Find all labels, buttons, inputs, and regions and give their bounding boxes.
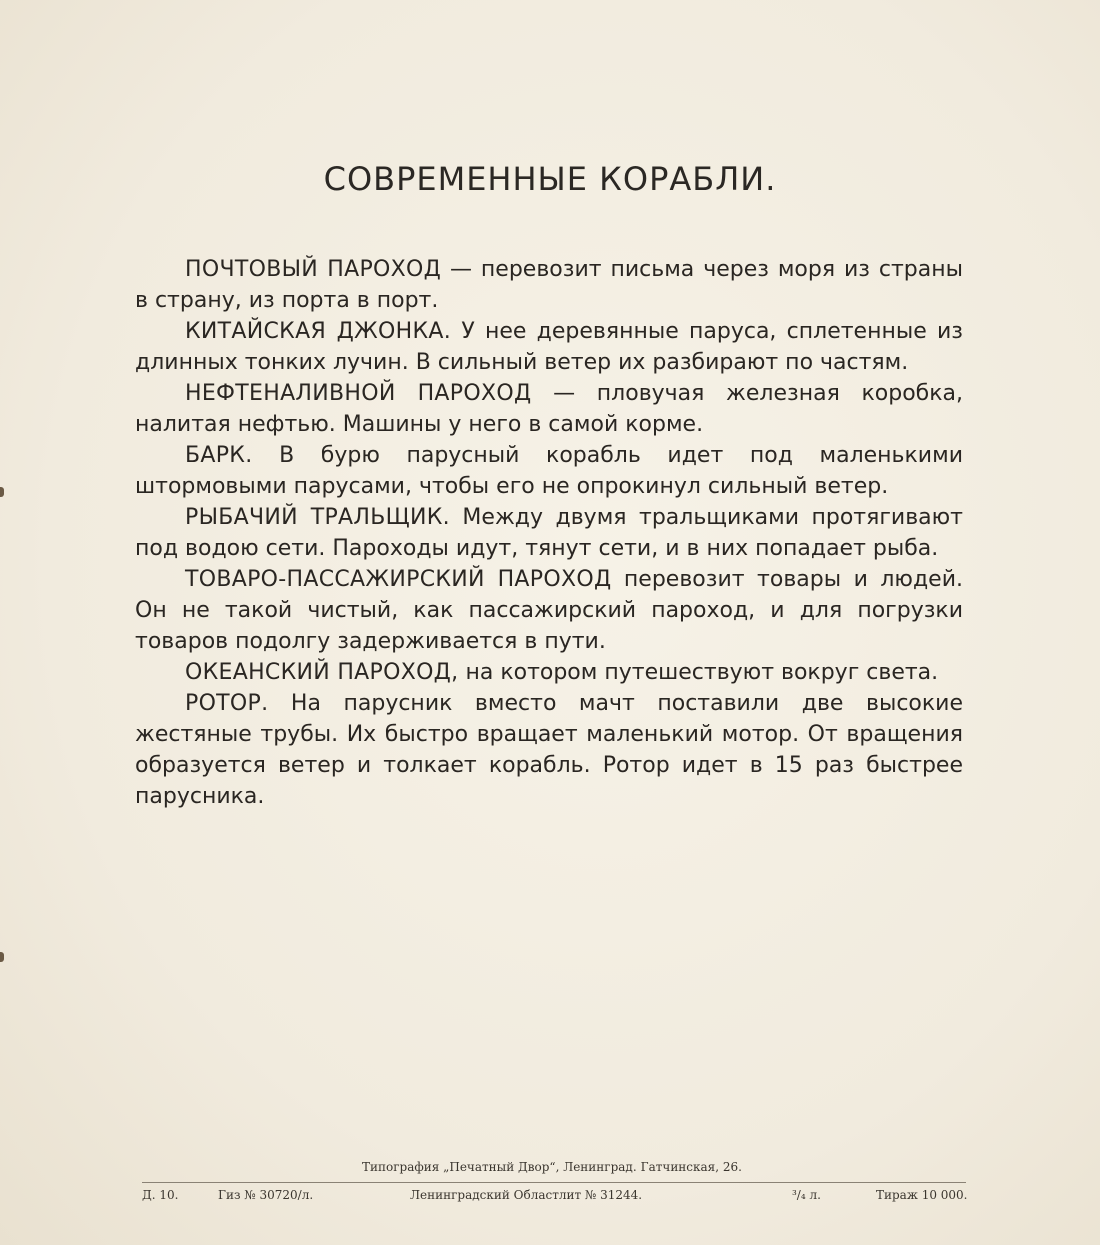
entry-term: НЕФТЕНАЛИВНОЙ ПАРОХОД: [185, 381, 532, 406]
entry-term: КИТАЙСКАЯ ДЖОНКА.: [185, 319, 452, 344]
entry-text: В бурю парусный корабль идет под маленькими штормовыми парусами, чтобы его не опрокинул сильный ветер.: [135, 443, 963, 499]
page-edge-mark: [0, 952, 4, 962]
entry-term: ОКЕАНСКИЙ ПАРОХОД,: [185, 660, 459, 685]
entries-list: [135, 254, 963, 812]
entry-chinese-junk: [135, 316, 963, 378]
entry-term: РОТОР.: [185, 691, 269, 716]
entry-cargo-passenger-steamer: [135, 564, 963, 657]
entry-text: — пловучая железная коробка, налитая нефтью. Машины у него в самой корме.: [135, 381, 963, 437]
entry-bark: [135, 440, 963, 502]
imprint-print-run: Тираж 10 000.: [876, 1188, 968, 1202]
entry-text: — перевозит письма через моря из страны в страну, из порта в порт.: [135, 257, 963, 313]
imprint-code: Д. 10.: [142, 1188, 179, 1202]
entry-text: У нее деревянные паруса, сплетенные из длинных тонких лучин. В сильный ветер их разбирают по частям.: [135, 319, 963, 375]
entry-trawler: [135, 502, 963, 564]
imprint-giz-number: Гиз № 30720/л.: [218, 1188, 314, 1202]
entry-term: ПОЧТОВЫЙ ПАРОХОД: [185, 257, 442, 282]
imprint-printer-line: [0, 1160, 1100, 1174]
imprint-divider: [142, 1182, 966, 1183]
imprint-sheets: ³/₄ л.: [792, 1188, 821, 1202]
entry-rotor-ship: [135, 688, 963, 812]
entry-term: ТОВАРО-ПАССАЖИРСКИЙ ПАРОХОД: [185, 567, 612, 592]
imprint-address: Гатчинская, 26.: [640, 1160, 742, 1174]
entry-text: на котором путешествуют вокруг света.: [458, 660, 939, 685]
entry-term: БАРК.: [185, 443, 253, 468]
entry-text: перевозит товары и людей. Он не такой чистый, как пассажирский пароход, и для погрузки товаров подолгу задерживается в пути.: [135, 567, 963, 654]
entry-ocean-liner: [135, 657, 963, 688]
imprint-oblit-number: Ленинградский Областлит № 31244.: [410, 1188, 643, 1202]
imprint-printer: Типография „Печатный Двор“, Ленинград.: [362, 1160, 637, 1174]
entry-text: На парусник вместо мачт поставили две высокие жестяные трубы. Их быстро вращает маленький мотор. От вращения образуется ветер и толкает корабль. Ротор идет в 15 раз быстрее парусника.: [135, 691, 963, 809]
entry-mail-steamer: [135, 254, 963, 316]
entry-oil-tanker: [135, 378, 963, 440]
entry-term: РЫБАЧИЙ ТРАЛЬЩИК.: [185, 505, 450, 530]
page-edge-mark: [0, 487, 4, 497]
entry-text: Между двумя тральщиками протягивают под водою сети. Пароходы идут, тянут сети, и в них попадает рыба.: [135, 505, 963, 561]
page-title: СОВРЕМЕННЫЕ КОРАБЛИ.: [323, 160, 777, 198]
